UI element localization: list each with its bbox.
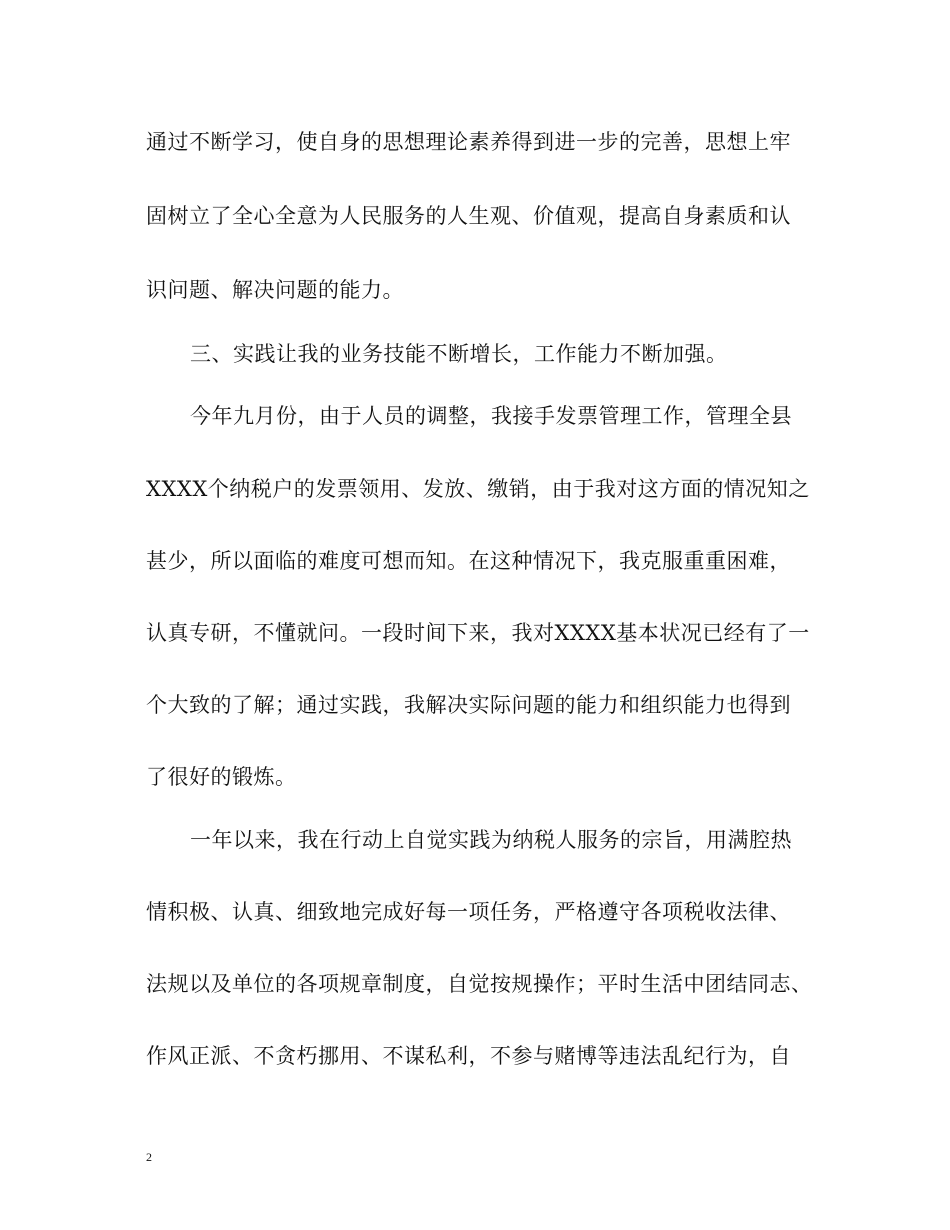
text-line: 情积极、认真、细致地完成好每一项任务，严格遵守各项税收法律、 bbox=[146, 900, 791, 924]
text-line: 甚少，所以面临的难度可想而知。在这种情况下，我克服重重困难， bbox=[146, 549, 791, 573]
page-number: 2 bbox=[146, 1150, 152, 1164]
text-line: 今年九月份，由于人员的调整，我接手发票管理工作，管理全县 bbox=[190, 404, 792, 428]
text-line: 通过不断学习，使自身的思想理论素养得到进一步的完善，思想上牢 bbox=[146, 130, 791, 154]
text-line: 个大致的了解；通过实践，我解决实际问题的能力和组织能力也得到 bbox=[146, 693, 791, 717]
text-line: 一年以来，我在行动上自觉实践为纳税人服务的宗旨，用满腔热 bbox=[190, 828, 792, 852]
section-heading: 三、实践让我的业务技能不断增长，工作能力不断加强。 bbox=[190, 342, 728, 366]
text-line: 作风正派、不贪朽挪用、不谋私利，不参与赌博等违法乱纪行为，自 bbox=[146, 1044, 791, 1068]
text-line: 识问题、解决问题的能力。 bbox=[146, 278, 404, 302]
text-line: 认真专研，不懂就问。一段时间下来，我对XXXX基本状况已经有了一 bbox=[146, 621, 810, 645]
text-line: 了很好的锻炼。 bbox=[146, 765, 297, 789]
text-line: 法规以及单位的各项规章制度，自觉按规操作；平时生活中团结同志、 bbox=[146, 972, 813, 996]
text-line: 固树立了全心全意为人民服务的人生观、价值观，提高自身素质和认 bbox=[146, 204, 791, 228]
text-line: XXXX个纳税户的发票领用、发放、缴销，由于我对这方面的情况知之 bbox=[146, 477, 810, 501]
